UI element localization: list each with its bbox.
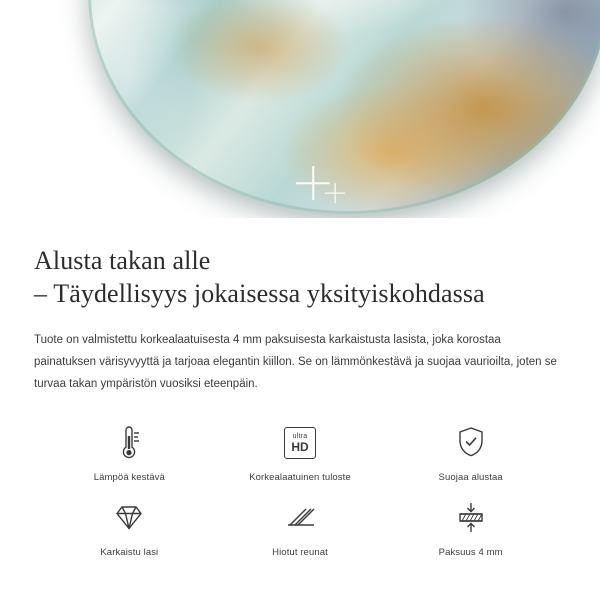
headline-line-2: – Täydellisyys jokaisessa yksityiskohdassa xyxy=(34,279,485,309)
feature-item-polished-edges xyxy=(215,497,386,558)
feature-label: Lämpöä kestävä xyxy=(93,471,165,483)
feature-label: Hiotut reunat xyxy=(272,546,328,558)
ultra-hd-badge-top: ultra xyxy=(292,432,308,440)
headline-line-1: Alusta takan alle xyxy=(34,246,211,275)
feature-grid xyxy=(34,422,566,558)
content-area xyxy=(0,218,600,558)
ultra-hd-icon xyxy=(284,422,316,464)
page-title xyxy=(34,218,566,311)
feature-label: Korkealaatuinen tuloste xyxy=(249,471,351,483)
polished-edges-icon xyxy=(282,497,318,539)
round-glass-board-image xyxy=(88,0,600,214)
feature-label: Paksuus 4 mm xyxy=(438,546,503,558)
feature-item-heat-resistant xyxy=(44,422,215,483)
feature-item-thickness xyxy=(385,497,556,558)
shield-check-icon xyxy=(454,422,488,464)
ultra-hd-badge-bottom: HD xyxy=(291,439,309,454)
thickness-icon xyxy=(453,497,489,539)
diamond-icon xyxy=(111,497,147,539)
feature-label: Karkaistu lasi xyxy=(100,546,159,558)
feature-label: Suojaa alustaa xyxy=(438,471,503,483)
feature-item-tempered-glass xyxy=(44,497,215,558)
feature-item-print-quality xyxy=(215,422,386,483)
thermometer-icon xyxy=(112,422,146,464)
description-paragraph: Tuote on valmistettu korkealaatuisesta 4 mm paksuisesta karkaistusta lasista, joka korostaa painatuksen värisyvyyttä ja tarjoaa elegantin kiillon. Se on lämmönkestävä ja suojaa vaurioilta, joten se turvaa takan ympäristön vuosiksi eteenpäin. xyxy=(34,333,557,391)
hero-image xyxy=(0,0,600,218)
feature-item-surface-protection xyxy=(385,422,556,483)
